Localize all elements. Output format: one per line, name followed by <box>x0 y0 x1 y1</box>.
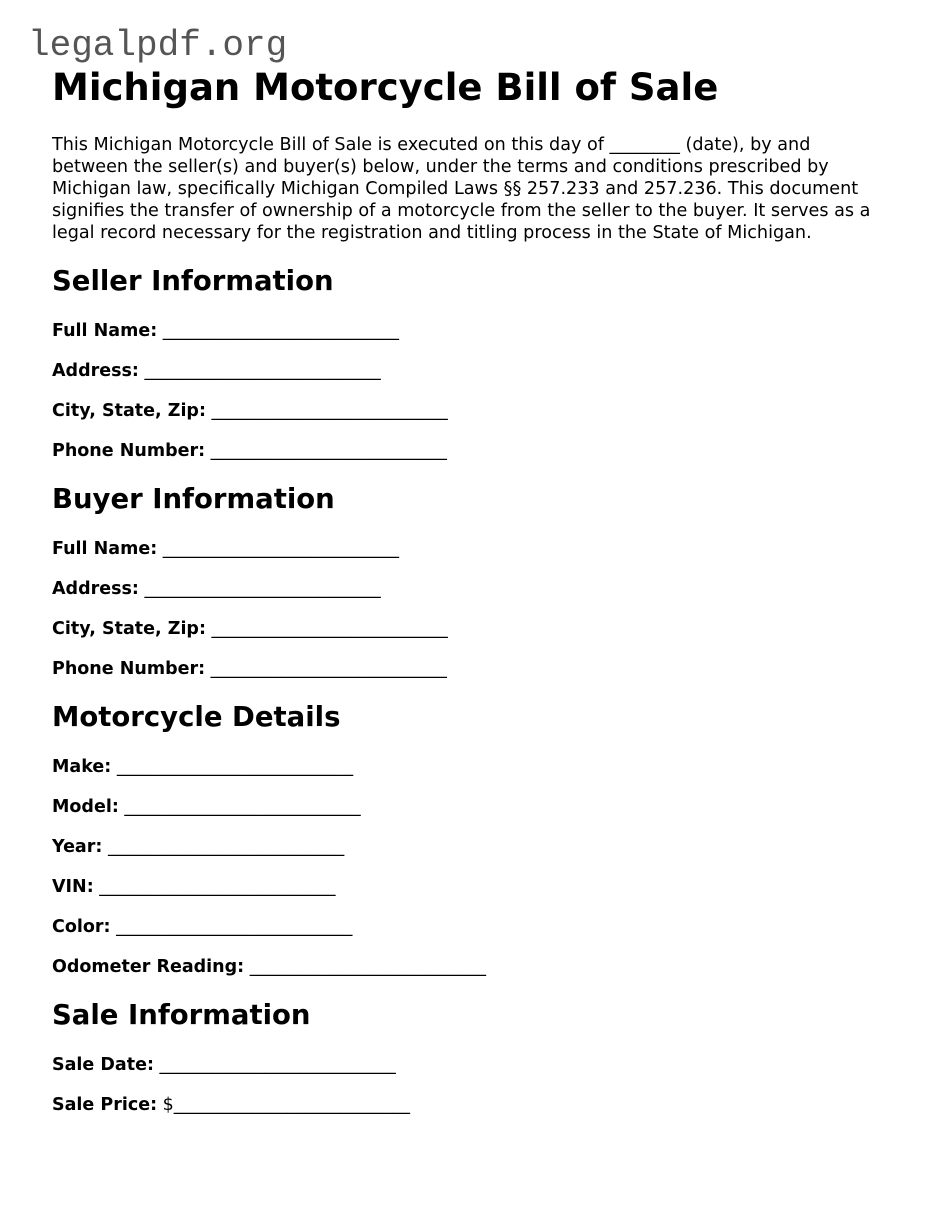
field-label: Full Name: <box>52 321 158 341</box>
intro-paragraph: This Michigan Motorcycle Bill of Sale is executed on this day of ________ (date), by and between the seller(s) and buyer(s) below, under the terms and conditions prescribed by Michigan law, specifically Michigan Compiled Laws §§ 257.233 and 257.236. This document signifies the transfer of ownership of a motorcycle from the seller to the buyer. It serves as a legal record necessary for the registration and titling process in the State of Michigan. <box>52 135 871 243</box>
seller-city-state-zip-field <box>52 400 892 422</box>
seller-address-field <box>52 360 892 382</box>
field-label: Make: <box>52 757 112 777</box>
field-blank[interactable]: ___________________________ <box>144 579 381 599</box>
field-blank[interactable]: ___________________________ <box>211 401 448 421</box>
motorcycle-section <box>52 700 892 978</box>
buyer-heading: Buyer Information <box>52 483 335 515</box>
buyer-full-name-field <box>52 538 892 560</box>
field-blank[interactable]: ___________________________ <box>211 619 448 639</box>
field-label: Sale Date: <box>52 1055 154 1075</box>
document-title: Michigan Motorcycle Bill of Sale <box>52 66 719 109</box>
sale-date-field <box>52 1054 892 1076</box>
field-label: City, State, Zip: <box>52 619 206 639</box>
buyer-phone-field <box>52 658 892 680</box>
buyer-city-state-zip-field <box>52 618 892 640</box>
buyer-address-field <box>52 578 892 600</box>
field-blank[interactable]: ___________________________ <box>249 957 486 977</box>
field-blank[interactable]: ___________________________ <box>124 797 361 817</box>
field-blank[interactable]: ___________________________ <box>116 757 354 777</box>
field-label: Address: <box>52 579 139 599</box>
vin-field <box>52 876 892 898</box>
field-label: Address: <box>52 361 139 381</box>
seller-full-name-field <box>52 320 892 342</box>
field-blank[interactable]: ___________________________ <box>144 361 381 381</box>
field-label: Color: <box>52 917 111 937</box>
field-blank[interactable]: ___________________________ <box>162 321 400 341</box>
motorcycle-heading: Motorcycle Details <box>52 701 341 733</box>
field-blank[interactable]: ___________________________ <box>159 1055 396 1075</box>
make-field <box>52 756 892 778</box>
field-label: Full Name: <box>52 539 158 559</box>
seller-section <box>52 264 892 462</box>
sale-price-field <box>52 1094 892 1116</box>
field-blank[interactable]: ___________________________ <box>99 877 336 897</box>
field-blank[interactable]: ___________________________ <box>162 539 400 559</box>
document-page <box>52 66 892 1116</box>
model-field <box>52 796 892 818</box>
field-label: Odometer Reading: <box>52 957 245 977</box>
field-blank[interactable]: ___________________________ <box>116 917 353 937</box>
field-blank[interactable]: ___________________________ <box>107 837 345 857</box>
field-blank[interactable]: $___________________________ <box>162 1095 411 1115</box>
field-label: City, State, Zip: <box>52 401 206 421</box>
sale-section <box>52 998 892 1116</box>
color-field <box>52 916 892 938</box>
sale-heading: Sale Information <box>52 999 311 1031</box>
field-blank[interactable]: ___________________________ <box>210 441 447 461</box>
watermark: legalpdf.org <box>28 25 288 66</box>
seller-phone-field <box>52 440 892 462</box>
field-label: Year: <box>52 837 103 857</box>
year-field <box>52 836 892 858</box>
field-label: VIN: <box>52 877 94 897</box>
seller-heading: Seller Information <box>52 265 334 297</box>
buyer-section <box>52 482 892 680</box>
field-label: Phone Number: <box>52 659 206 679</box>
field-blank[interactable]: ___________________________ <box>210 659 447 679</box>
field-label: Sale Price: <box>52 1095 158 1115</box>
field-label: Model: <box>52 797 119 817</box>
odometer-field <box>52 956 892 978</box>
field-label: Phone Number: <box>52 441 206 461</box>
